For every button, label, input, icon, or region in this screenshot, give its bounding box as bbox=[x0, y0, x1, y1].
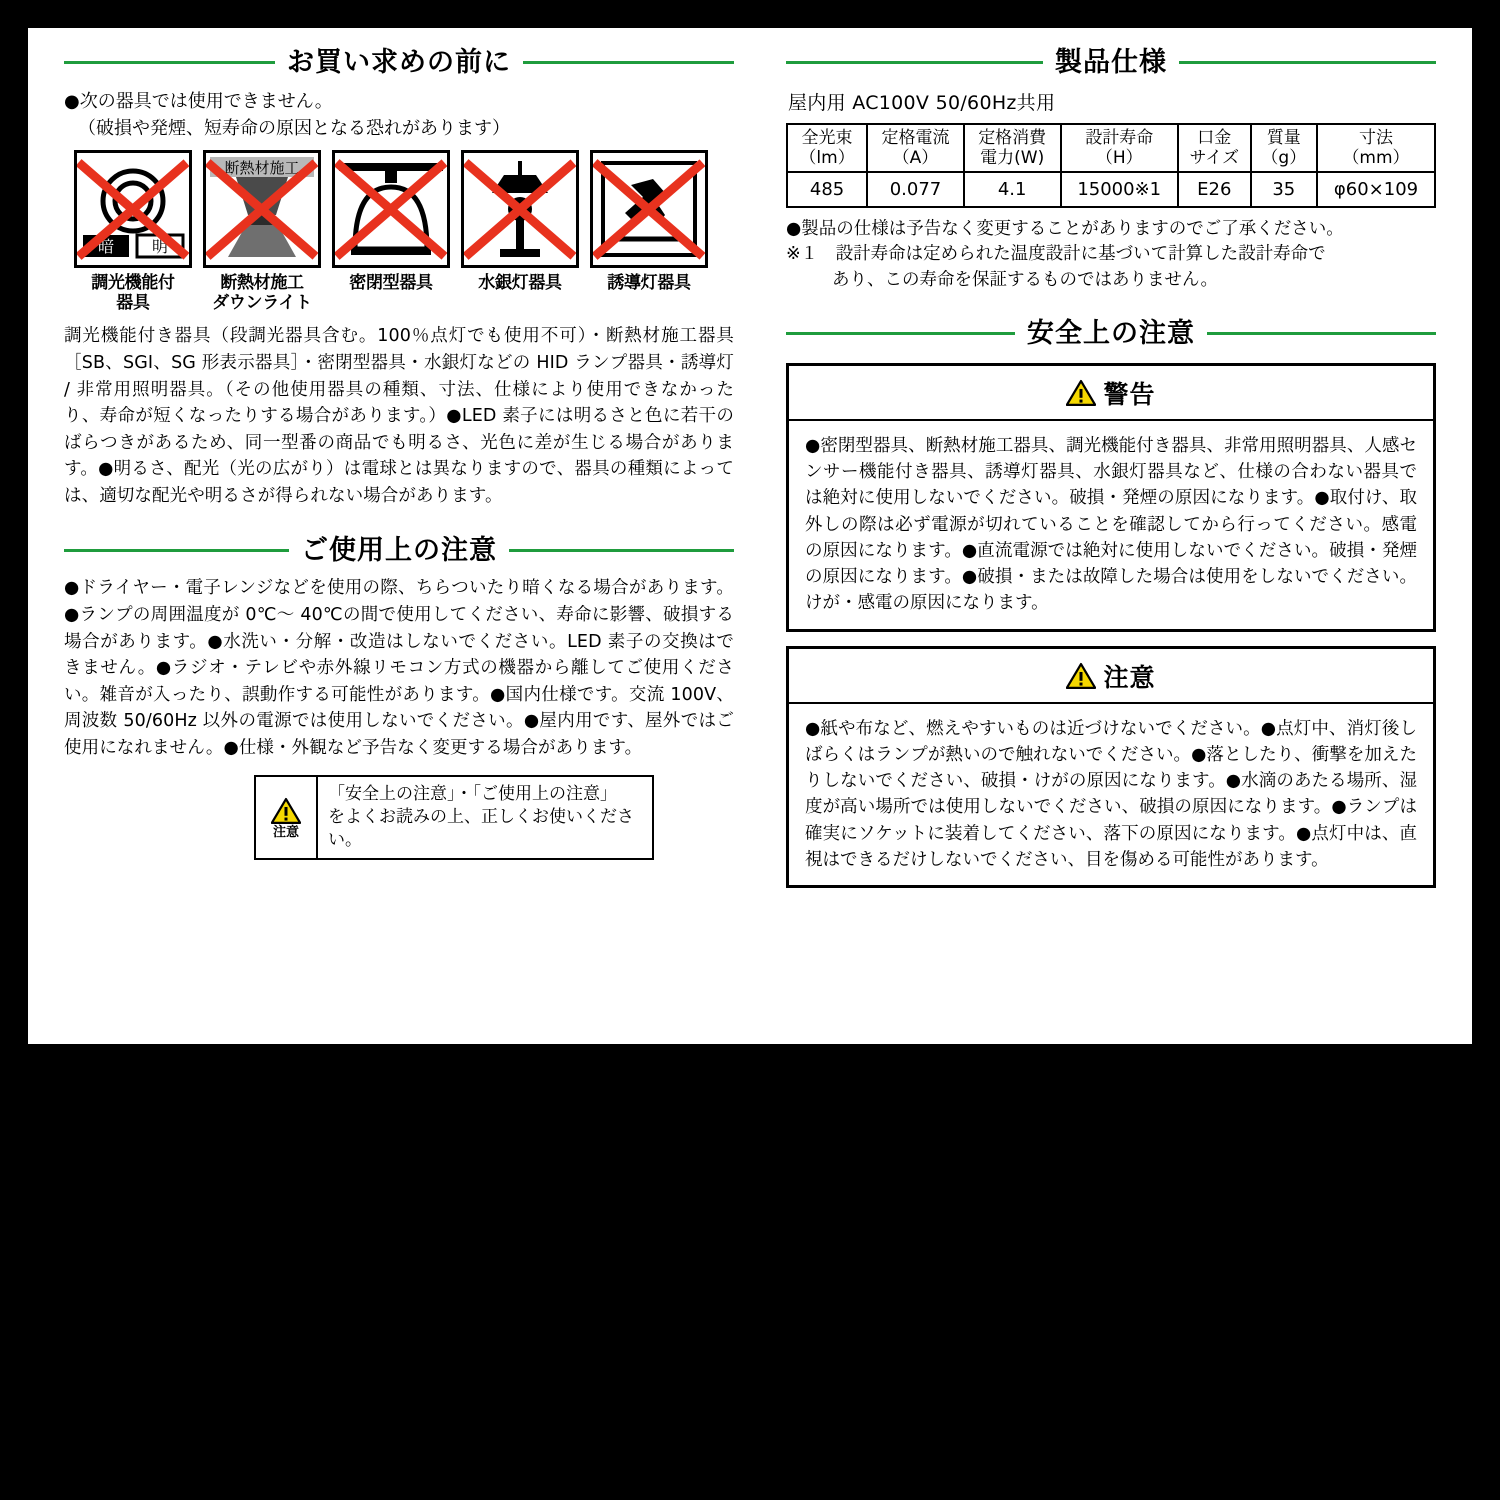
th-line2: （A） bbox=[892, 147, 939, 168]
usage-notes-body: ●ドライヤー・電子レンジなどを使用の際、ちらついたり暗くなる場合があります。●ランプの周囲温度が 0℃〜 40℃の間で使用してください、寿命に影響、破損する場合があります。●水洗い・分解・改造はしないでください。LED 素子の交換はできません。●ラジオ・テレビや赤外線リモコン方式の機器から離してご使用ください。雑音が入ったり、誤動作する可能性があります。●国内仕様です。交流 100V、周波数 50/60Hz 以外の電源では使用しないでください。●屋内用です、屋外ではご使用になれません。●仕様・外観など予告なく変更する場合があります。 bbox=[64, 578, 734, 758]
th-line2: （g） bbox=[1261, 147, 1307, 168]
rule-right bbox=[509, 549, 734, 552]
enclosed-fixture-icon bbox=[332, 150, 450, 268]
th-line1: 全光束 bbox=[801, 127, 853, 148]
insulation-downlight-icon bbox=[203, 150, 321, 268]
caution-icon-label: 注意 bbox=[272, 824, 299, 840]
svg-text:暗: 暗 bbox=[97, 236, 115, 256]
rule-left bbox=[786, 61, 1043, 64]
icon-caption-mercury-lamp bbox=[461, 273, 579, 293]
spec-note-2-line1: ※１ 設計寿命は定められた温度設計に基づいて計算した設計寿命で bbox=[786, 244, 1326, 265]
caption-line2: 器具 bbox=[116, 293, 150, 314]
svg-text:明: 明 bbox=[151, 236, 169, 256]
warning-triangle-icon bbox=[271, 797, 301, 824]
warning-body: ●密閉型器具、断熱材施工器具、調光機能付き器具、非常用照明器具、人感センサー機能付き器具、誘導灯器具、水銀灯器具など、仕様の合わない器具では絶対に使用しないでください。破損・発煙の原因になります。●取付け、取外しの際は必ず電源が切れていることを確認してから行ってください。感電の原因になります。●直流電源では絶対に使用しないでください。破損・発煙の原因になります。●破損・または故障した場合は使用をしないでください。けが・感電の原因になります。 bbox=[805, 435, 1417, 614]
forbidden-fixture-icon-row bbox=[74, 150, 734, 314]
td-rated-power: 4.1 bbox=[964, 172, 1061, 207]
caption-line1: 調光機能付 bbox=[91, 272, 175, 293]
section-title-product-spec: 製品仕様 bbox=[1055, 47, 1167, 78]
spec-note-1: ●製品の仕様は予告なく変更することがありますのでご了承ください。 bbox=[786, 219, 1344, 240]
th-line1: 質量 bbox=[1266, 127, 1301, 148]
warning-panel bbox=[786, 363, 1436, 632]
th-line2: （lm） bbox=[799, 147, 855, 168]
before-purchase-lead bbox=[64, 88, 734, 142]
caution-panel-title bbox=[789, 649, 1433, 704]
th-rated-current bbox=[867, 124, 964, 172]
dimmer-fixture-icon bbox=[74, 150, 192, 268]
th-line1: 口金 bbox=[1197, 127, 1232, 148]
icon-caption-enclosed-fixture bbox=[332, 273, 450, 293]
emergency-exit-light-icon bbox=[590, 150, 708, 268]
th-dimensions bbox=[1317, 124, 1435, 172]
warning-panel-title bbox=[789, 366, 1433, 421]
caption-line1: 水銀灯器具 bbox=[478, 272, 562, 293]
icon-caption-dimmer-fixture bbox=[74, 273, 192, 314]
rule-left bbox=[786, 332, 1015, 335]
warning-label: 警告 bbox=[1103, 379, 1156, 409]
caution-strip-text bbox=[318, 777, 652, 858]
th-mass bbox=[1251, 124, 1317, 172]
th-line2: サイズ bbox=[1189, 147, 1240, 168]
td-mass: 35 bbox=[1251, 172, 1317, 207]
th-rated-power bbox=[964, 124, 1061, 172]
caption-line1: 断熱材施工 bbox=[220, 272, 304, 293]
table-header-row bbox=[787, 124, 1435, 172]
mercury-lamp-glyph bbox=[464, 153, 576, 265]
section-heading-product-spec bbox=[786, 48, 1436, 78]
document-sheet bbox=[28, 28, 1472, 1044]
td-base-size: E26 bbox=[1178, 172, 1251, 207]
table-row bbox=[787, 172, 1435, 207]
section-heading-usage-notes bbox=[64, 536, 734, 566]
td-rated-current: 0.077 bbox=[867, 172, 964, 207]
left-column bbox=[64, 48, 734, 860]
icon-cell-dimmer-fixture bbox=[74, 150, 192, 314]
insulation-downlight-glyph bbox=[206, 153, 318, 265]
caution-strip-line2: をよくお読みの上、正しくお使いください。 bbox=[328, 807, 634, 851]
icon-caption-emergency-exit-light bbox=[590, 273, 708, 293]
th-line1: 定格電流 bbox=[881, 127, 950, 148]
icon-cell-enclosed-fixture bbox=[332, 150, 450, 314]
th-line2: 電力(W) bbox=[980, 147, 1045, 168]
section-heading-before-purchase bbox=[64, 48, 734, 78]
caution-body: ●紙や布など、燃えやすいものは近づけないでください。●点灯中、消灯後しばらくはランプが熱いので触れないでください。●落としたり、衝撃を加えたりしないでください、破損・けがの原因になります。●水滴のあたる場所、湿度が高い場所では使用しないでください、破損の原因になります。●ランプは確実にソケットに装着してください、落下の原因になります。●点灯中は、直視はできるだけしないでください、目を傷める可能性があります。 bbox=[805, 718, 1417, 870]
section-title-safety: 安全上の注意 bbox=[1027, 318, 1195, 350]
caution-icon-block bbox=[256, 777, 318, 858]
product-spec-lead: 屋内用 AC100V 50/60Hz共用 bbox=[788, 91, 1056, 114]
caption-line1: 誘導灯器具 bbox=[607, 272, 691, 293]
product-spec-table bbox=[786, 123, 1436, 208]
th-line1: 設計寿命 bbox=[1085, 127, 1154, 148]
th-line1: 定格消費 bbox=[978, 127, 1047, 148]
td-luminous-flux: 485 bbox=[787, 172, 867, 207]
th-line1: 寸法 bbox=[1359, 127, 1393, 148]
dimmer-fixture-glyph bbox=[77, 153, 189, 265]
rule-right bbox=[1207, 332, 1436, 335]
before-purchase-lead-line2: （破損や発煙、短寿命の原因となる恐れがあります） bbox=[78, 117, 510, 139]
read-manual-caution-strip bbox=[254, 775, 654, 860]
icon-caption-insulation-downlight bbox=[203, 273, 321, 314]
right-column bbox=[786, 48, 1436, 888]
enclosed-fixture-glyph bbox=[335, 153, 447, 265]
caution-strip-line1: 「安全上の注意」・「ご使用上の注意」 bbox=[328, 784, 617, 805]
icon-cell-insulation-downlight bbox=[203, 150, 321, 314]
td-design-life: 15000※1 bbox=[1061, 172, 1178, 207]
icon-cell-mercury-lamp bbox=[461, 150, 579, 314]
svg-text:断熱材施工: 断熱材施工 bbox=[224, 158, 300, 177]
section-heading-safety bbox=[786, 319, 1436, 349]
rule-left bbox=[64, 61, 275, 64]
warning-triangle-icon bbox=[1066, 379, 1096, 406]
icon-cell-emergency-exit-light bbox=[590, 150, 708, 314]
rule-right bbox=[1179, 61, 1436, 64]
before-purchase-lead-line1: ●次の器具では使用できません。 bbox=[64, 90, 333, 112]
th-luminous-flux bbox=[787, 124, 867, 172]
section-title-before-purchase: お買い求めの前に bbox=[287, 47, 511, 78]
product-spec-notes bbox=[786, 217, 1436, 293]
warning-triangle-icon bbox=[1066, 662, 1096, 689]
exit-light-glyph bbox=[593, 153, 705, 265]
mercury-lamp-fixture-icon bbox=[461, 150, 579, 268]
caption-line1: 密閉型器具 bbox=[349, 272, 433, 293]
rule-left bbox=[64, 549, 289, 552]
before-purchase-body: 調光機能付き器具（段調光器具含む。100％点灯でも使用不可）・断熱材施工器具［SB、SGI、SG 形表示器具］・密閉型器具・水銀灯などの HID ランプ器具・誘導灯 / 非常用照明器具。（その他使用器具の種類、寸法、仕様により使用できなかったり、寿命が短くなったりする場合があります。）●LED 素子には明るさと色に若干のばらつきがあるため、同一型番の商品でも明るさ、光色に差が生じる場合があります。●明るさ、配光（光の広がり）は電球とは異なりますので、器具の種類によっては、適切な配光や明るさが得られない場合があります。 bbox=[64, 326, 734, 507]
th-base-size bbox=[1178, 124, 1251, 172]
caution-panel bbox=[786, 646, 1436, 889]
caution-label: 注意 bbox=[1103, 662, 1156, 692]
spec-note-2-line2: あり、この寿命を保証するものではありません。 bbox=[832, 269, 1219, 290]
rule-right bbox=[523, 61, 734, 64]
section-title-usage-notes: ご使用上の注意 bbox=[301, 534, 497, 566]
th-line2: （H） bbox=[1095, 147, 1143, 168]
td-dimensions: φ60×109 bbox=[1317, 172, 1435, 207]
caption-line2: ダウンライト bbox=[212, 293, 312, 314]
th-line2: （mm） bbox=[1342, 147, 1410, 168]
th-design-life bbox=[1061, 124, 1178, 172]
